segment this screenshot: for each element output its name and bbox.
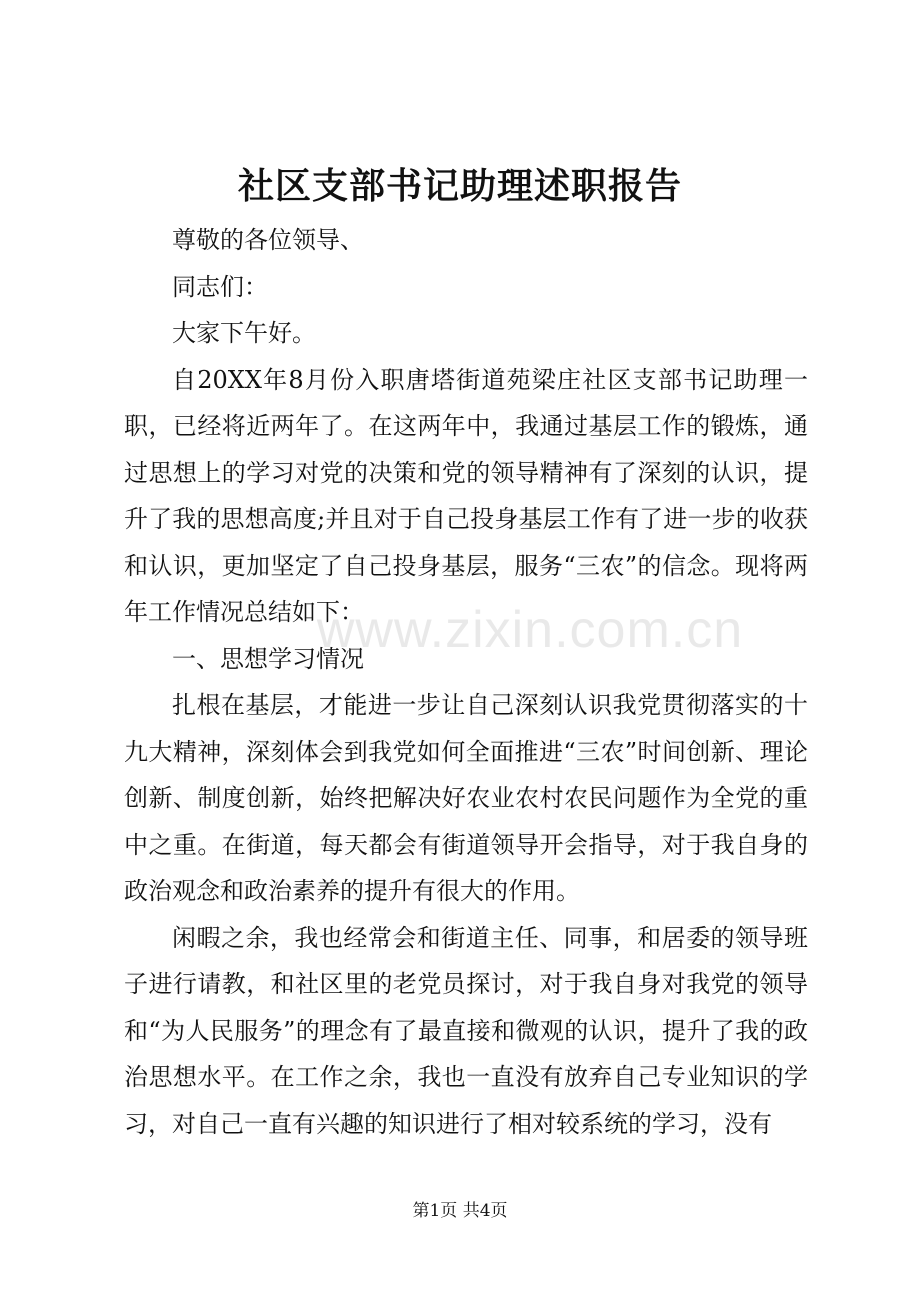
body-paragraph-2: 闲暇之余，我也经常会和街道主任、同事，和居委的领导班子进行请教，和社区里的老党员探讨，对于我自身对我党的领导和“为人民服务”的理念有了最直接和微观的认识，提升了我的政治思想水平。在工作之余，我也一直没有放弃自己专业知识的学习，对自己一直有兴趣的知识进行了相对较系统的学习，没有 [124,923,808,1138]
section-heading-1: 一、思想学习情况 [172,644,364,673]
watermark: www.zixin.com.cn [316,601,744,659]
greeting: 大家下午好。 [172,319,316,347]
body-paragraph-1: 扎根在基层，才能进一步让自己深刻认识我党贯彻落实的十九大精神，深刻体会到我党如何全面推进“三农”时间创新、理论创新、制度创新，始终把解决好农业农村农民问题作为全党的重中之重。在街道，每天都会有街道领导开会指导，对于我自身的政治观念和政治素养的提升有很大的作用。 [124,691,808,905]
page-footer: 第1页 共4页 [412,1201,508,1221]
document-title: 社区支部书记助理述职报告 [237,165,682,207]
salutation-line-2: 同志们： [172,272,268,301]
salutation-line-1: 尊敬的各位领导、 [172,226,364,254]
document-body [124,217,808,1147]
intro-paragraph: 自20XX年8月份入职唐塔街道苑梁庄社区支部书记助理一职，已经将近两年了。在这两年中，我通过基层工作的锻炼，通过思想上的学习对党的决策和党的领导精神有了深刻的认识，提升了我的思想高度;并且对于自己投身基层工作有了进一步的收获和认识，更加坚定了自己投身基层，服务“三农”的信念。现将两年工作情况总结如下： [124,365,808,626]
